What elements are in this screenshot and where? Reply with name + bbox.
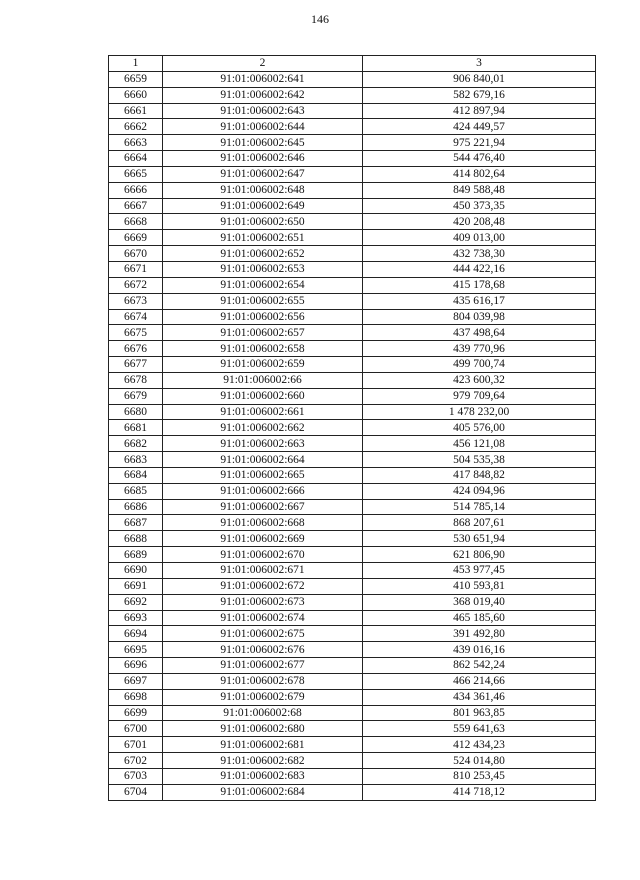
table-row [109, 563, 596, 579]
row-number-cell: 6701 [109, 737, 163, 753]
value-cell: 801 963,85 [363, 705, 596, 721]
value-cell: 412 897,94 [363, 103, 596, 119]
value-cell: 391 492,80 [363, 626, 596, 642]
table-row [109, 673, 596, 689]
row-number-cell: 6673 [109, 293, 163, 309]
cadastral-number-cell: 91:01:006002:648 [163, 182, 363, 198]
table-row [109, 705, 596, 721]
column-header: 1 [109, 56, 163, 72]
table-row [109, 753, 596, 769]
table-row [109, 198, 596, 214]
table-row [109, 515, 596, 531]
table-row [109, 135, 596, 151]
cadastral-number-cell: 91:01:006002:644 [163, 119, 363, 135]
table-row [109, 325, 596, 341]
cadastral-number-cell: 91:01:006002:647 [163, 166, 363, 182]
table-row [109, 768, 596, 784]
row-number-cell: 6683 [109, 452, 163, 468]
cadastral-number-cell: 91:01:006002:667 [163, 499, 363, 515]
table-row [109, 246, 596, 262]
row-number-cell: 6704 [109, 784, 163, 800]
column-header: 2 [163, 56, 363, 72]
value-cell: 465 185,60 [363, 610, 596, 626]
cadastral-number-cell: 91:01:006002:671 [163, 563, 363, 579]
row-number-cell: 6659 [109, 71, 163, 87]
value-cell: 420 208,48 [363, 214, 596, 230]
row-number-cell: 6662 [109, 119, 163, 135]
value-cell: 409 013,00 [363, 230, 596, 246]
value-cell: 423 600,32 [363, 372, 596, 388]
row-number-cell: 6689 [109, 547, 163, 563]
table-header-row [109, 56, 596, 72]
cadastral-number-cell: 91:01:006002:669 [163, 531, 363, 547]
table-row [109, 578, 596, 594]
table-row [109, 87, 596, 103]
value-cell: 1 478 232,00 [363, 404, 596, 420]
row-number-cell: 6678 [109, 372, 163, 388]
table-row [109, 467, 596, 483]
row-number-cell: 6691 [109, 578, 163, 594]
value-cell: 368 019,40 [363, 594, 596, 610]
value-cell: 432 738,30 [363, 246, 596, 262]
table-row [109, 261, 596, 277]
column-header: 3 [363, 56, 596, 72]
table-row [109, 547, 596, 563]
cadastral-number-cell: 91:01:006002:681 [163, 737, 363, 753]
value-cell: 434 361,46 [363, 689, 596, 705]
cadastral-number-cell: 91:01:006002:664 [163, 452, 363, 468]
row-number-cell: 6674 [109, 309, 163, 325]
table-row [109, 642, 596, 658]
cadastral-number-cell: 91:01:006002:674 [163, 610, 363, 626]
table-row [109, 372, 596, 388]
table-row [109, 689, 596, 705]
cadastral-number-cell: 91:01:006002:650 [163, 214, 363, 230]
value-cell: 417 848,82 [363, 467, 596, 483]
table-row [109, 182, 596, 198]
row-number-cell: 6687 [109, 515, 163, 531]
cadastral-number-cell: 91:01:006002:643 [163, 103, 363, 119]
row-number-cell: 6667 [109, 198, 163, 214]
row-number-cell: 6696 [109, 658, 163, 674]
value-cell: 450 373,35 [363, 198, 596, 214]
table-row [109, 658, 596, 674]
cadastral-number-cell: 91:01:006002:652 [163, 246, 363, 262]
cadastral-number-cell: 91:01:006002:661 [163, 404, 363, 420]
page-number: 146 [311, 12, 329, 26]
value-cell: 456 121,08 [363, 436, 596, 452]
row-number-cell: 6663 [109, 135, 163, 151]
row-number-cell: 6685 [109, 483, 163, 499]
table-row [109, 610, 596, 626]
row-number-cell: 6680 [109, 404, 163, 420]
row-number-cell: 6698 [109, 689, 163, 705]
row-number-cell: 6699 [109, 705, 163, 721]
table-row [109, 357, 596, 373]
table-row [109, 436, 596, 452]
value-cell: 466 214,66 [363, 673, 596, 689]
row-number-cell: 6681 [109, 420, 163, 436]
cadastral-number-cell: 91:01:006002:658 [163, 341, 363, 357]
cadastral-number-cell: 91:01:006002:665 [163, 467, 363, 483]
table-row [109, 230, 596, 246]
row-number-cell: 6694 [109, 626, 163, 642]
row-number-cell: 6677 [109, 357, 163, 373]
cadastral-number-cell: 91:01:006002:660 [163, 388, 363, 404]
row-number-cell: 6660 [109, 87, 163, 103]
value-cell: 444 422,16 [363, 261, 596, 277]
value-cell: 414 718,12 [363, 784, 596, 800]
row-number-cell: 6661 [109, 103, 163, 119]
table-row [109, 737, 596, 753]
row-number-cell: 6702 [109, 753, 163, 769]
table-row [109, 499, 596, 515]
cadastral-number-cell: 91:01:006002:641 [163, 71, 363, 87]
table-row [109, 277, 596, 293]
table-row [109, 166, 596, 182]
value-cell: 906 840,01 [363, 71, 596, 87]
row-number-cell: 6670 [109, 246, 163, 262]
row-number-cell: 6703 [109, 768, 163, 784]
row-number-cell: 6671 [109, 261, 163, 277]
table-row [109, 103, 596, 119]
value-cell: 621 806,90 [363, 547, 596, 563]
cadastral-number-cell: 91:01:006002:655 [163, 293, 363, 309]
cadastral-number-cell: 91:01:006002:679 [163, 689, 363, 705]
value-cell: 437 498,64 [363, 325, 596, 341]
value-cell: 453 977,45 [363, 563, 596, 579]
cadastral-number-cell: 91:01:006002:653 [163, 261, 363, 277]
row-number-cell: 6686 [109, 499, 163, 515]
value-cell: 412 434,23 [363, 737, 596, 753]
row-number-cell: 6672 [109, 277, 163, 293]
value-cell: 435 616,17 [363, 293, 596, 309]
value-cell: 424 449,57 [363, 119, 596, 135]
cadastral-number-cell: 91:01:006002:668 [163, 515, 363, 531]
cadastral-number-cell: 91:01:006002:654 [163, 277, 363, 293]
value-cell: 975 221,94 [363, 135, 596, 151]
value-cell: 514 785,14 [363, 499, 596, 515]
table-row [109, 721, 596, 737]
table-row [109, 214, 596, 230]
row-number-cell: 6669 [109, 230, 163, 246]
cadastral-number-cell: 91:01:006002:663 [163, 436, 363, 452]
cadastral-number-cell: 91:01:006002:657 [163, 325, 363, 341]
value-cell: 524 014,80 [363, 753, 596, 769]
value-cell: 410 593,81 [363, 578, 596, 594]
value-cell: 868 207,61 [363, 515, 596, 531]
table-row [109, 151, 596, 167]
table-row [109, 71, 596, 87]
value-cell: 544 476,40 [363, 151, 596, 167]
cadastral-number-cell: 91:01:006002:649 [163, 198, 363, 214]
row-number-cell: 6690 [109, 563, 163, 579]
row-number-cell: 6684 [109, 467, 163, 483]
value-cell: 559 641,63 [363, 721, 596, 737]
row-number-cell: 6692 [109, 594, 163, 610]
cadastral-value-table [108, 55, 596, 801]
row-number-cell: 6679 [109, 388, 163, 404]
cadastral-number-cell: 91:01:006002:678 [163, 673, 363, 689]
row-number-cell: 6693 [109, 610, 163, 626]
row-number-cell: 6695 [109, 642, 163, 658]
cadastral-number-cell: 91:01:006002:670 [163, 547, 363, 563]
table-row [109, 293, 596, 309]
row-number-cell: 6665 [109, 166, 163, 182]
cadastral-number-cell: 91:01:006002:677 [163, 658, 363, 674]
cadastral-number-cell: 91:01:006002:673 [163, 594, 363, 610]
table-row [109, 388, 596, 404]
table-row [109, 626, 596, 642]
cadastral-number-cell: 91:01:006002:675 [163, 626, 363, 642]
value-cell: 849 588,48 [363, 182, 596, 198]
row-number-cell: 6688 [109, 531, 163, 547]
value-cell: 414 802,64 [363, 166, 596, 182]
cadastral-number-cell: 91:01:006002:680 [163, 721, 363, 737]
row-number-cell: 6700 [109, 721, 163, 737]
row-number-cell: 6697 [109, 673, 163, 689]
value-cell: 582 679,16 [363, 87, 596, 103]
cadastral-number-cell: 91:01:006002:642 [163, 87, 363, 103]
table-row [109, 404, 596, 420]
value-cell: 804 039,98 [363, 309, 596, 325]
table-row [109, 594, 596, 610]
row-number-cell: 6682 [109, 436, 163, 452]
row-number-cell: 6668 [109, 214, 163, 230]
value-cell: 862 542,24 [363, 658, 596, 674]
table-row [109, 341, 596, 357]
value-cell: 439 770,96 [363, 341, 596, 357]
row-number-cell: 6676 [109, 341, 163, 357]
cadastral-number-cell: 91:01:006002:666 [163, 483, 363, 499]
value-cell: 405 576,00 [363, 420, 596, 436]
table-row [109, 119, 596, 135]
row-number-cell: 6664 [109, 151, 163, 167]
cadastral-number-cell: 91:01:006002:676 [163, 642, 363, 658]
table-row [109, 483, 596, 499]
cadastral-number-cell: 91:01:006002:683 [163, 768, 363, 784]
cadastral-number-cell: 91:01:006002:662 [163, 420, 363, 436]
table-row [109, 784, 596, 800]
cadastral-number-cell: 91:01:006002:656 [163, 309, 363, 325]
value-cell: 979 709,64 [363, 388, 596, 404]
value-cell: 530 651,94 [363, 531, 596, 547]
cadastral-number-cell: 91:01:006002:672 [163, 578, 363, 594]
cadastral-number-cell: 91:01:006002:659 [163, 357, 363, 373]
table-row [109, 531, 596, 547]
cadastral-number-cell: 91:01:006002:646 [163, 151, 363, 167]
cadastral-number-cell: 91:01:006002:66 [163, 372, 363, 388]
value-cell: 415 178,68 [363, 277, 596, 293]
value-cell: 810 253,45 [363, 768, 596, 784]
table-row [109, 452, 596, 468]
cadastral-number-cell: 91:01:006002:684 [163, 784, 363, 800]
value-cell: 424 094,96 [363, 483, 596, 499]
table-body [109, 71, 596, 800]
cadastral-number-cell: 91:01:006002:68 [163, 705, 363, 721]
value-cell: 499 700,74 [363, 357, 596, 373]
row-number-cell: 6666 [109, 182, 163, 198]
table-row [109, 420, 596, 436]
cadastral-number-cell: 91:01:006002:645 [163, 135, 363, 151]
value-cell: 504 535,38 [363, 452, 596, 468]
cadastral-number-cell: 91:01:006002:651 [163, 230, 363, 246]
value-cell: 439 016,16 [363, 642, 596, 658]
row-number-cell: 6675 [109, 325, 163, 341]
table-row [109, 309, 596, 325]
cadastral-number-cell: 91:01:006002:682 [163, 753, 363, 769]
